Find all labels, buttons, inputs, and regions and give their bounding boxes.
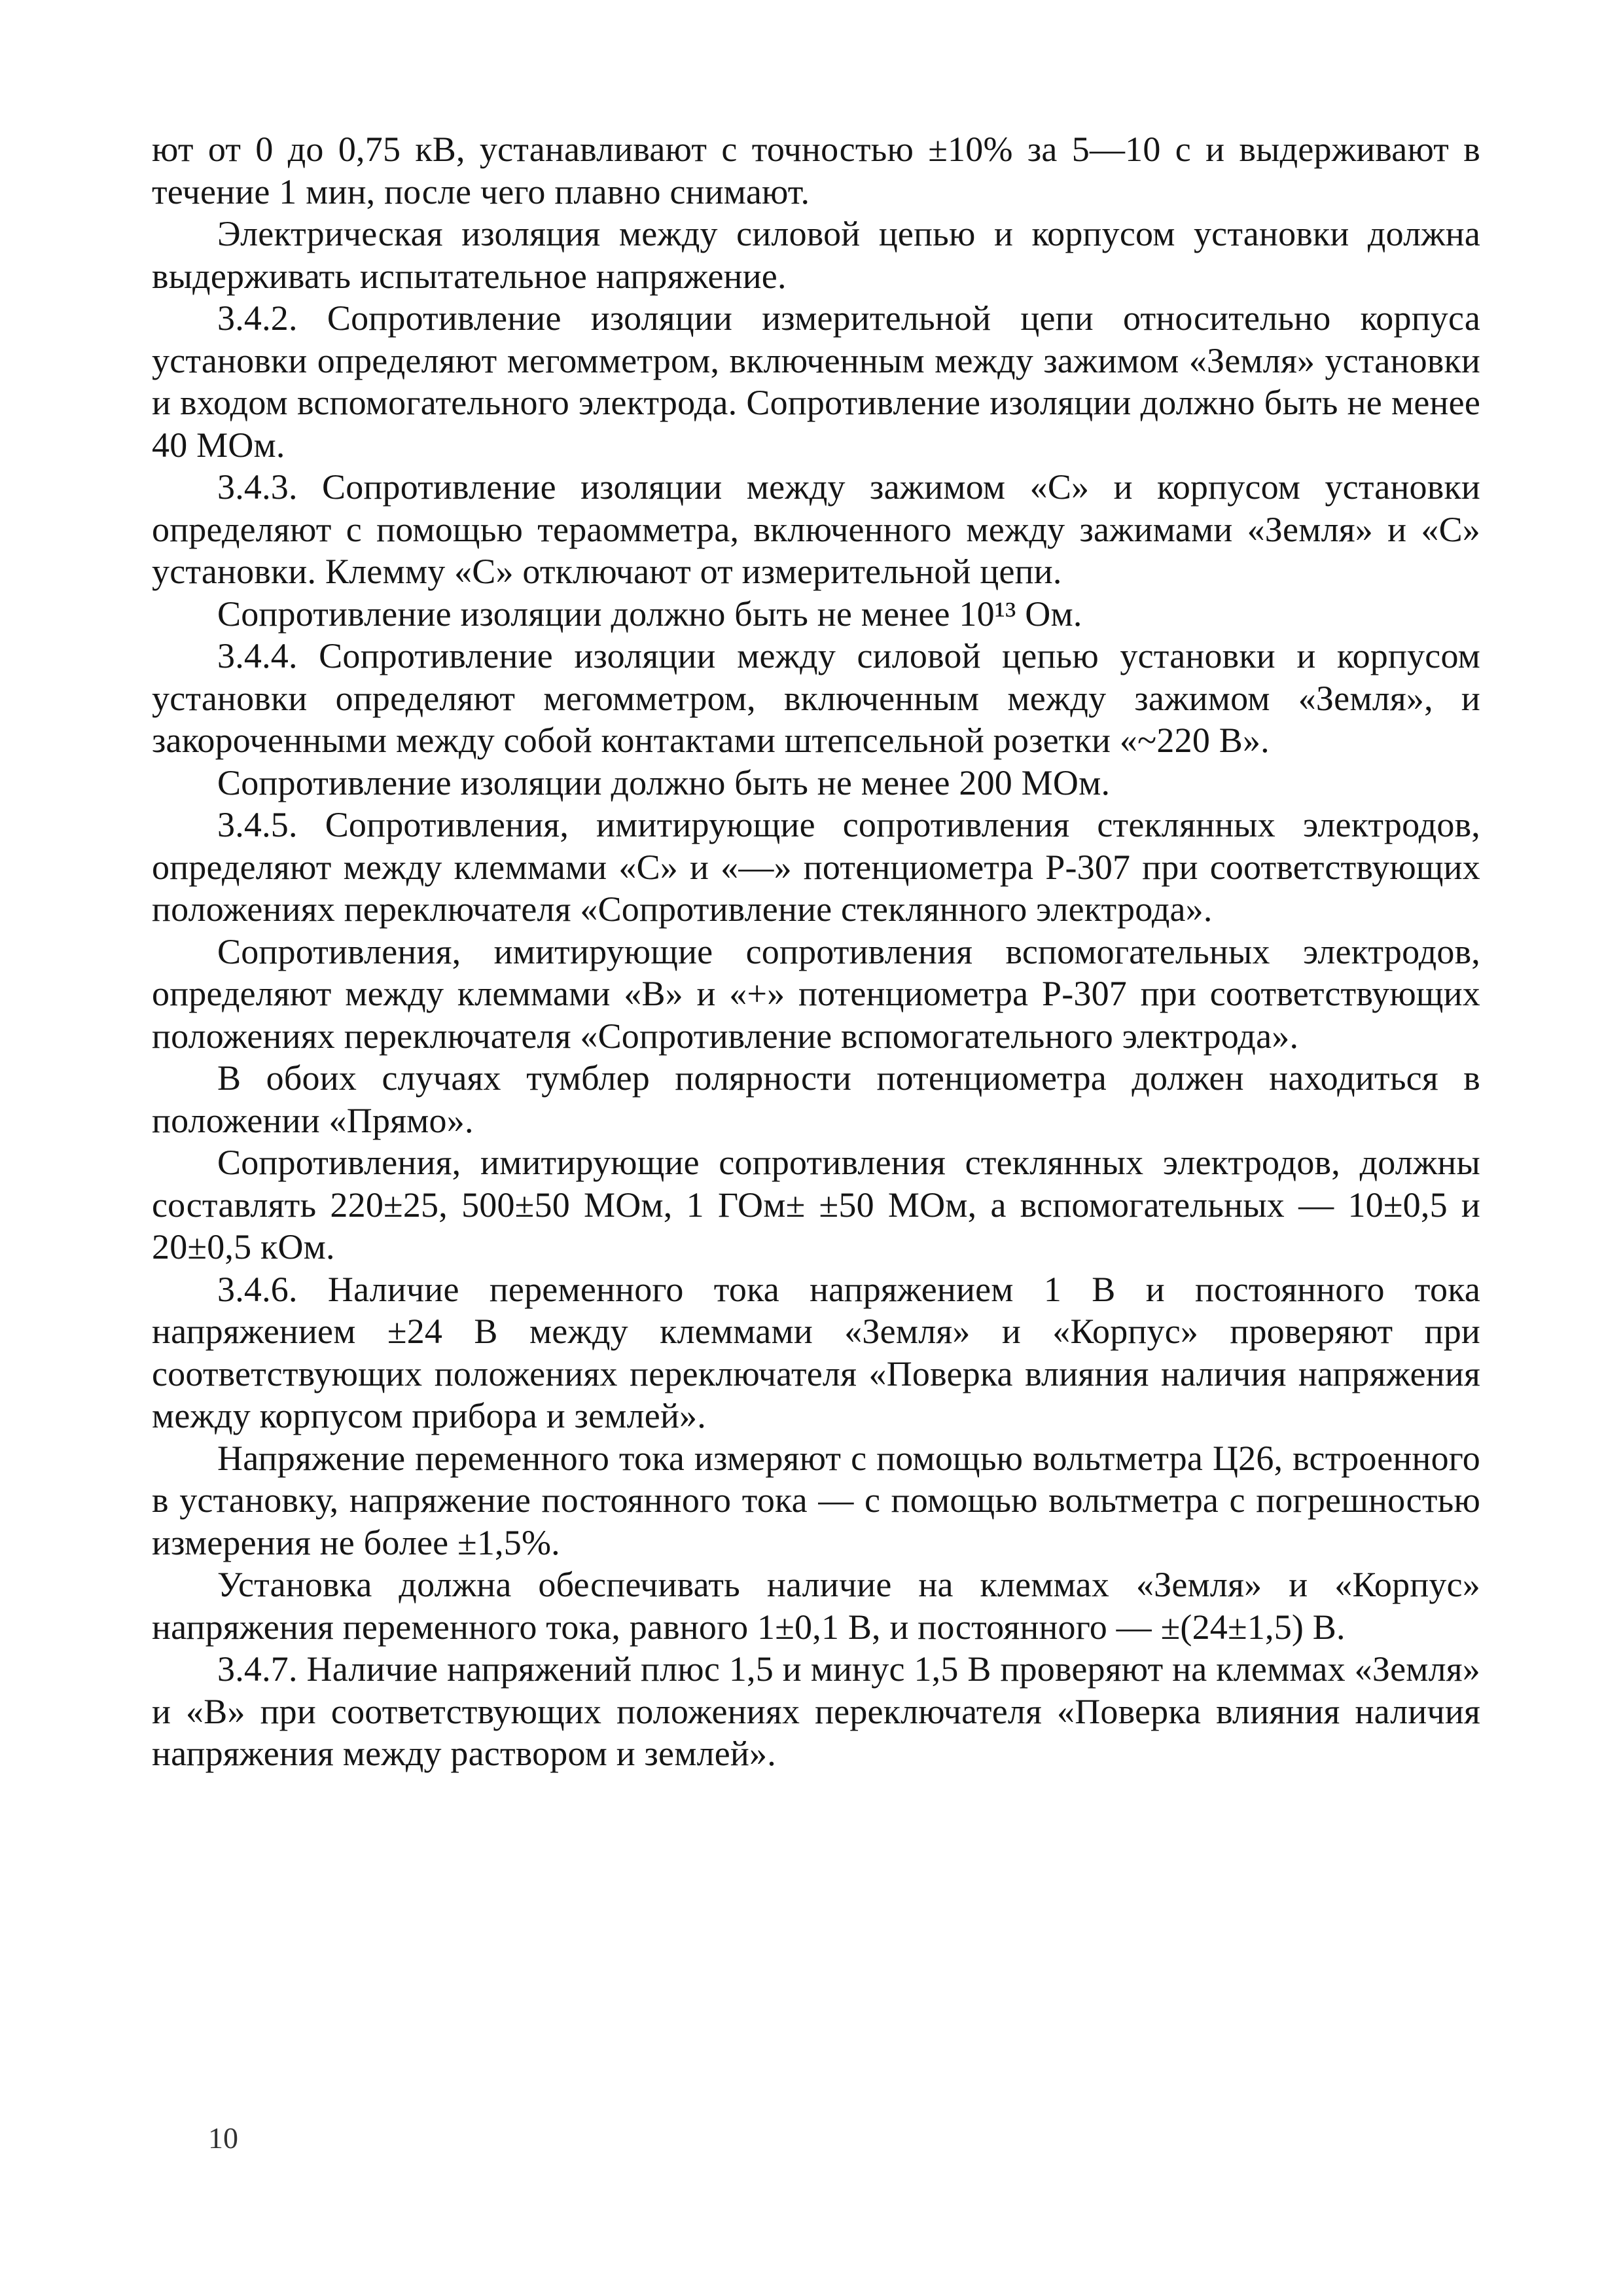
paragraph-3-4-2: 3.4.2. Сопротивление изоляции измерительной цепи относительно корпуса установки определяют мегомметром, включенным между зажимом «Земля» установки и входом вспомогательного электрода. Сопротивление изоляции должно быть не менее 40 МОм. [152, 298, 1480, 465]
paragraph-3-4-5-values: Сопротивления, имитирующие сопротивления стеклянных электродов, должны составлять 220±25, 500±50 МОм, 1 ГОм± ±50 МОм, а вспомогательных — 10±0,5 и 20±0,5 кОм. [152, 1143, 1480, 1266]
paragraph-3-4-4-limit: Сопротивление изоляции должно быть не менее 200 МОм. [217, 762, 1111, 802]
paragraph-3-4-5-auxiliary: Сопротивления, имитирующие сопротивления вспомогательных электродов, определяют между клеммами «В» и «+» потенциометра Р-307 при соответствующих положениях переключателя «Сопротивление вспомогательного электрода». [152, 931, 1480, 1056]
page-number: 10 [208, 2121, 238, 2155]
paragraph-3-4-4: 3.4.4. Сопротивление изоляции между силовой цепью установки и корпусом установки определяют мегомметром, включенным между зажимом «Земля», и закороченными между собой контактами штепсельной розетки «~220 В». [152, 636, 1480, 760]
paragraph-3-4-6-measurement: Напряжение переменного тока измеряют с помощью вольтметра Ц26, встроенного в установку, напряжение постоянного тока — с помощью вольтметра с погрешностью измерения не более ±1,5%. [152, 1438, 1480, 1562]
paragraph-3-4-3-limit: Сопротивление изоляции должно быть не менее 10¹³ Ом. [217, 594, 1082, 634]
paragraph-3-4-5: 3.4.5. Сопротивления, имитирующие сопротивления стеклянных электродов, определяют между клеммами «С» и «—» потенциометра Р-307 при соответствующих положениях переключателя «Сопротивление стеклянного электрода». [152, 805, 1480, 929]
paragraph-insulation-requirement: Электрическая изоляция между силовой цепью и корпусом установки должна выдерживать испытательное напряжение. [152, 214, 1480, 296]
paragraph-3-4-5-polarity: В обоих случаях тумблер полярности потенциометра должен находиться в положении «Прямо». [152, 1058, 1480, 1140]
paragraph-3-4-3: 3.4.3. Сопротивление изоляции между зажимом «С» и корпусом установки определяют с помощью тераомметра, включенного между зажимами «Земля» и «С» установки. Клемму «С» отключают от измерительной цепи. [152, 467, 1480, 591]
paragraph-3-4-6: 3.4.6. Наличие переменного тока напряжением 1 В и постоянного тока напряжением ±24 В между клеммами «Земля» и «Корпус» проверяют при соответствующих положениях переключателя «Поверка влияния наличия напряжения между корпусом прибора и землей». [152, 1269, 1480, 1435]
body-text [152, 128, 1480, 1775]
paragraph-3-4-6-requirement: Установка должна обеспечивать наличие на клеммах «Земля» и «Корпус» напряжения переменного тока, равного 1±0,1 В, и постоянного — ±(24±1,5) В. [152, 1565, 1480, 1647]
paragraph-continuation: ют от 0 до 0,75 кВ, устанавливают с точностью ±10% за 5—10 с и выдерживают в течение 1 мин, после чего плавно снимают. [152, 130, 1480, 211]
paragraph-3-4-7: 3.4.7. Наличие напряжений плюс 1,5 и минус 1,5 В проверяют на клеммах «Земля» и «В» при соответствующих положениях переключателя «Поверка влияния наличия напряжения между раствором и землей». [152, 1649, 1480, 1773]
